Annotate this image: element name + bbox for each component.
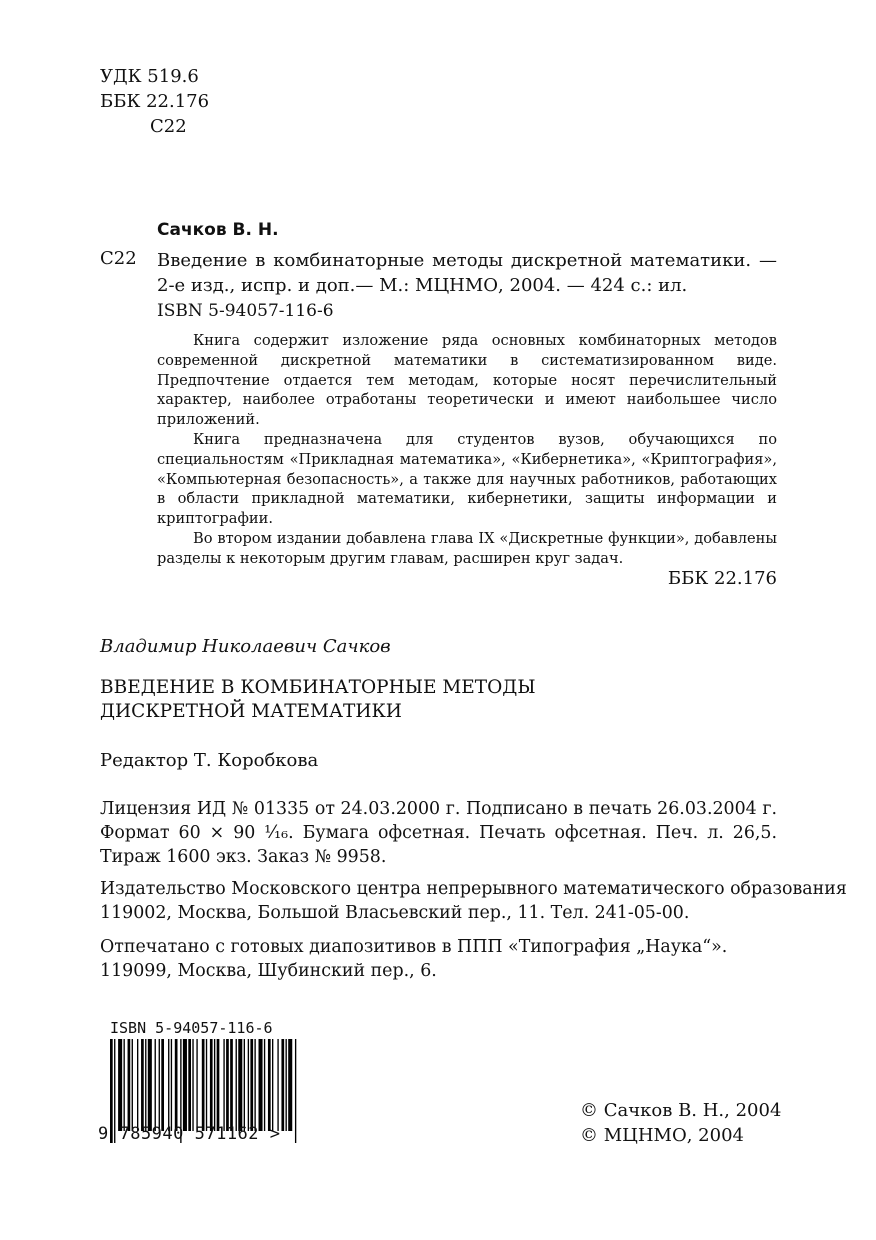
catalog-isbn: ISBN 5-94057-116-6 <box>157 301 334 321</box>
barcode-bar <box>202 1039 205 1131</box>
barcode-bar <box>175 1039 178 1131</box>
barcode-bar <box>148 1039 152 1131</box>
publisher-address: 119002, Москва, Большой Власьевский пер., 11. Тел. 241-05-00. <box>100 903 690 923</box>
barcode-bar <box>192 1039 193 1131</box>
barcode-bar <box>250 1039 253 1131</box>
catalog-code: С22 <box>100 248 137 269</box>
barcode-bar <box>118 1039 122 1131</box>
copyright-publisher: © МЦНМО, 2004 <box>580 1125 744 1146</box>
author-sign: С22 <box>150 116 187 137</box>
barcode-bar <box>188 1039 191 1131</box>
barcode-bar <box>272 1039 273 1131</box>
bbk-right: ББК 22.176 <box>667 568 777 589</box>
barcode-bar <box>155 1039 156 1131</box>
colophon-author: Владимир Николаевич Сачков <box>100 636 391 657</box>
barcode <box>98 1019 303 1147</box>
barcode-bar <box>230 1039 233 1131</box>
annotation-paragraph: Во втором издании добавлена глава IX «Дискретные функции», добавлены разделы к некоторым другим главам, расширен круг задач. <box>157 529 777 567</box>
printer-address: 119099, Москва, Шубинский пер., 6. <box>100 961 437 981</box>
barcode-bar <box>214 1039 215 1131</box>
barcode-bar <box>171 1039 172 1131</box>
barcode-bar <box>238 1039 242 1131</box>
barcode-bar <box>264 1039 265 1131</box>
barcode-bar <box>248 1039 249 1131</box>
printer-name: Отпечатано с готовых диапозитивов в ППП «Типография „Наука“». <box>100 937 728 957</box>
copyright <box>580 1098 781 1148</box>
imprint-text: Лицензия ИД № 01335 от 24.03.2000 г. Подписано в печать 26.03.2004 г. Формат 60 × 90 ¹⁄₁₆. Бумага офсетная. Печать офсетная. Печ. л. 26,5. Тираж 1600 экз. Заказ № 9958. <box>100 799 777 867</box>
barcode-bar <box>128 1039 131 1131</box>
annotation-paragraph: Книга содержит изложение ряда основных комбинаторных методов современной дискретной математики в систематизированном виде. Предпочтение отдается тем методам, которые носят перечислительный характер, наиболее отработаны теоретически и имеют наибольшее число приложений. <box>157 332 777 429</box>
barcode-bar <box>141 1039 144 1131</box>
catalog-author: Сачков В. Н. <box>157 220 279 240</box>
barcode-bar <box>236 1039 237 1131</box>
publisher <box>100 877 847 925</box>
catalog-citation: Введение в комбинаторные методы дискретной математики. — 2-е изд., испр. и доп.— М.: МЦНМО, 2004. — 424 с.: ил. <box>157 250 777 296</box>
barcode-bar <box>206 1039 207 1131</box>
copyright-author: © Сачков В. Н., 2004 <box>580 1100 782 1121</box>
editor: Редактор Т. Коробкова <box>100 750 319 771</box>
barcode-bar <box>259 1039 263 1131</box>
barcode-bar <box>183 1039 187 1131</box>
barcode-bar <box>281 1039 284 1131</box>
title-line: ДИСКРЕТНОЙ МАТЕМАТИКИ <box>100 701 402 722</box>
barcode-bar <box>268 1039 271 1131</box>
annotation <box>157 331 777 569</box>
barcode-bar <box>226 1039 229 1131</box>
barcode-bar <box>168 1039 169 1131</box>
barcode-bar <box>159 1039 160 1131</box>
barcode-digits: 9 785940 571162 > <box>98 1124 281 1144</box>
barcode-isbn: ISBN 5-94057-116-6 <box>110 1019 273 1037</box>
barcode-bar <box>124 1039 125 1131</box>
barcode-bar <box>223 1039 224 1131</box>
barcode-bar <box>254 1039 255 1131</box>
barcode-bar <box>145 1039 146 1131</box>
barcode-bar <box>286 1039 287 1131</box>
udk-code: УДК 519.6 <box>100 66 199 87</box>
publisher-name: Издательство Московского центра непрерывного математического образования <box>100 879 847 899</box>
barcode-bar <box>288 1039 292 1131</box>
barcode-bar <box>196 1039 197 1131</box>
classification-block <box>100 64 209 139</box>
barcode-bar <box>132 1039 133 1131</box>
colophon-title <box>100 676 536 724</box>
printer <box>100 935 727 983</box>
barcode-bar <box>137 1039 138 1131</box>
bbk-code: ББК 22.176 <box>100 91 210 112</box>
barcode-bar <box>295 1039 296 1143</box>
barcode-bar <box>210 1039 213 1131</box>
annotation-paragraph: Книга предназначена для студентов вузов, обучающихся по специальностям «Прикладная математика», «Кибернетика», «Криптография», «Компьютерная безопасность», а также для научных работников, работающих в области прикладной математики, кибернетики, защиты информации и криптографии. <box>157 430 777 528</box>
imprint <box>100 797 777 869</box>
barcode-bar <box>217 1039 220 1131</box>
title-line: ВВЕДЕНИЕ В КОМБИНАТОРНЫЕ МЕТОДЫ <box>100 677 536 698</box>
barcode-bar <box>244 1039 245 1131</box>
barcode-bar <box>277 1039 278 1131</box>
barcode-bar <box>161 1039 164 1131</box>
